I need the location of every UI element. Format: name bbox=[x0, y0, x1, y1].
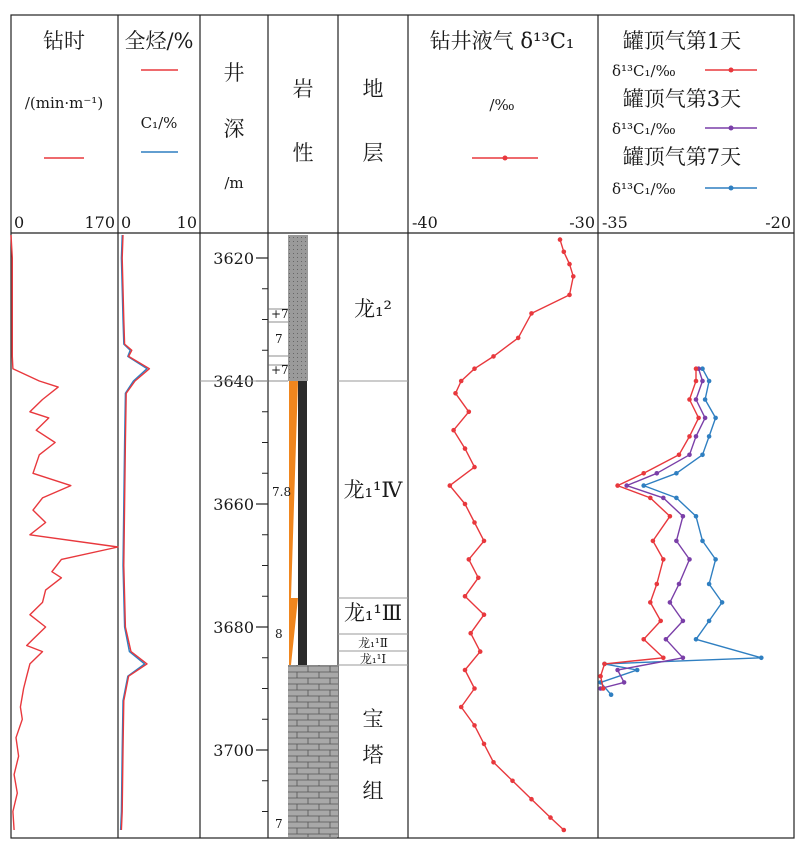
mud-d13c1-curve-point bbox=[451, 428, 456, 433]
header-gas bbox=[121, 29, 197, 232]
can-day7-curve-point bbox=[720, 600, 725, 605]
mud-d13c1-curve-point bbox=[482, 742, 487, 747]
depth-tick-label-3700: 3700 bbox=[213, 741, 254, 760]
header-strat bbox=[363, 77, 384, 165]
can-d3-legend-dot bbox=[729, 126, 734, 131]
can-day1-curve-point bbox=[651, 539, 656, 544]
depth-label-2: 深 bbox=[223, 117, 245, 141]
mud-legend-dot bbox=[503, 156, 508, 161]
drilltime-curve bbox=[11, 235, 118, 830]
can-day3-curve-point bbox=[681, 619, 686, 624]
can-day1-curve-point bbox=[641, 471, 646, 476]
can-day3-curve-point bbox=[700, 379, 705, 384]
header-can bbox=[602, 29, 791, 232]
mud-d13c1-curve-point bbox=[453, 391, 458, 396]
can-day1-curve-point bbox=[661, 557, 666, 562]
mud-d13c1-curve-point bbox=[463, 594, 468, 599]
can-day3-curve-point bbox=[655, 471, 660, 476]
can-d7-legend-dot bbox=[729, 186, 734, 191]
mud-axis-min: -40 bbox=[412, 213, 438, 232]
drilltime-title: 钻时 bbox=[43, 29, 85, 53]
can-day3-curve-point bbox=[694, 397, 699, 402]
can-day3-curve-point bbox=[681, 514, 686, 519]
can-day1-curve bbox=[601, 369, 699, 689]
can-day7-curve-point bbox=[674, 496, 679, 501]
can-d1-unit: δ¹³C₁/‰ bbox=[612, 62, 676, 80]
can-day1-curve-point bbox=[648, 496, 653, 501]
litho-upper-shale bbox=[288, 235, 308, 381]
can-d1-title: 罐顶气第1天 bbox=[622, 29, 742, 53]
mud-d13c1-curve-point bbox=[510, 779, 515, 784]
header-litho bbox=[293, 77, 314, 165]
can-day1-curve-point bbox=[677, 453, 682, 458]
can-d7-title: 罐顶气第7天 bbox=[622, 145, 742, 169]
can-day1-curve-point bbox=[602, 662, 607, 667]
mud-d13c1-curve-point bbox=[529, 797, 534, 802]
layer-l1i: 龙₁¹Ⅰ bbox=[359, 652, 387, 666]
can-day3-curve-point bbox=[681, 656, 686, 661]
gas-axis-min: 0 bbox=[121, 213, 132, 232]
can-day7-curve-point bbox=[635, 668, 640, 673]
can-day3-curve-point bbox=[661, 496, 666, 501]
can-day7-curve-point bbox=[674, 471, 679, 476]
can-day3-curve-point bbox=[687, 557, 692, 562]
header-drilltime bbox=[14, 29, 115, 232]
depth-label-1: 井 bbox=[223, 61, 245, 85]
drilltime-axis-max: 170 bbox=[84, 213, 115, 232]
mud-d13c1-curve-point bbox=[567, 262, 572, 267]
can-day3-curve-point bbox=[674, 539, 679, 544]
can-day1-curve-point bbox=[655, 582, 660, 587]
layer-l1iv: 龙₁¹Ⅳ bbox=[343, 478, 403, 502]
litho-mark-5: 8 bbox=[275, 627, 283, 641]
mud-d13c1-curve-point bbox=[571, 274, 576, 279]
mud-d13c1-curve-point bbox=[567, 293, 572, 298]
can-day3-curve bbox=[601, 369, 706, 689]
can-day7-curve-point bbox=[641, 483, 646, 488]
can-day1-curve-point bbox=[661, 656, 666, 661]
can-day7-curve-point bbox=[700, 539, 705, 544]
mud-d13c1-curve-point bbox=[472, 520, 477, 525]
mud-d13c1-curve-point bbox=[516, 336, 521, 341]
can-day1-curve-point bbox=[687, 397, 692, 402]
mud-d13c1-curve-point bbox=[491, 354, 496, 359]
can-day1-curve-point bbox=[687, 434, 692, 439]
can-day7-curve-point bbox=[707, 582, 712, 587]
mud-d13c1-curve-point bbox=[472, 686, 477, 691]
can-day1-curve-point bbox=[696, 416, 701, 421]
litho-limestone bbox=[288, 665, 338, 837]
can-day3-curve-point bbox=[703, 416, 708, 421]
mud-d13c1-curve-point bbox=[459, 379, 464, 384]
mud-d13c1-curve-point bbox=[472, 366, 477, 371]
lithology-column bbox=[268, 235, 338, 837]
mud-d13c1-curve-point bbox=[478, 649, 483, 654]
can-day1-curve-point bbox=[658, 619, 663, 624]
can-day3-curve-point bbox=[664, 637, 669, 642]
can-day1-curve-point bbox=[648, 600, 653, 605]
mud-d13c1-curve-point bbox=[482, 612, 487, 617]
layer-baota-2: 塔 bbox=[362, 743, 384, 767]
gas-axis-max: 10 bbox=[176, 213, 197, 232]
can-day1-curve-point bbox=[668, 514, 673, 519]
litho-mark-4: 7.8 bbox=[272, 485, 292, 499]
column-dividers bbox=[118, 15, 598, 838]
can-day7-curve-point bbox=[713, 557, 718, 562]
mud-d13c1-curve-point bbox=[548, 815, 553, 820]
mud-d13c1-curve-point bbox=[482, 539, 487, 544]
litho-mark-3: +7 bbox=[271, 363, 289, 377]
can-day3-curve-point bbox=[615, 668, 620, 673]
can-d3-unit: δ¹³C₁/‰ bbox=[612, 120, 676, 138]
can-day7-curve-point bbox=[713, 416, 718, 421]
litho-label-2: 性 bbox=[292, 141, 314, 165]
mud-d13c1-curve-point bbox=[472, 723, 477, 728]
can-day7-curve-point bbox=[703, 397, 708, 402]
litho-iii-dark bbox=[298, 598, 307, 665]
litho-label-1: 岩 bbox=[292, 77, 314, 101]
outer-frame bbox=[11, 15, 794, 838]
depth-tick-label-3660: 3660 bbox=[213, 495, 254, 514]
mud-d13c1-curve-point bbox=[448, 483, 453, 488]
can-day7-curve-point bbox=[759, 656, 764, 661]
layer-baota-3: 组 bbox=[362, 779, 384, 803]
gas-c1-label: C₁/% bbox=[140, 114, 178, 132]
can-day7-curve-point bbox=[707, 379, 712, 384]
mud-d13c1-curve-point bbox=[459, 705, 464, 710]
litho-mark-6: 7 bbox=[275, 817, 283, 831]
can-day7-curve-point bbox=[609, 692, 614, 697]
can-day7-curve-point bbox=[700, 453, 705, 458]
can-day7-curve-point bbox=[694, 637, 699, 642]
layer-l1iii: 龙₁¹Ⅲ bbox=[343, 601, 403, 625]
mud-d13c1-curve-point bbox=[468, 631, 473, 636]
can-day7-curve bbox=[601, 369, 762, 695]
mud-d13c1-curve-point bbox=[491, 760, 496, 765]
can-day1-curve-point bbox=[641, 637, 646, 642]
drilltime-unit: /(min·m⁻¹) bbox=[24, 94, 104, 112]
can-day7-curve-point bbox=[694, 514, 699, 519]
mud-d13c1-curve-point bbox=[463, 502, 468, 507]
litho-mark-1: +7 bbox=[271, 307, 289, 321]
can-day3-curve-point bbox=[677, 582, 682, 587]
mud-d13c1-curve-point bbox=[562, 250, 567, 255]
layer-l2: 龙₁² bbox=[354, 297, 392, 321]
can-day1-curve-point bbox=[601, 686, 606, 691]
can-axis-min: -35 bbox=[602, 213, 628, 232]
can-day1-curve-point bbox=[615, 483, 620, 488]
can-day3-curve-point bbox=[687, 453, 692, 458]
header-depth bbox=[224, 61, 245, 192]
can-axis-max: -20 bbox=[765, 213, 791, 232]
mud-d13c1-curve-point bbox=[463, 446, 468, 451]
depth-tick-label-3640: 3640 bbox=[213, 372, 254, 391]
mud-d13c1-curve-point bbox=[472, 465, 477, 470]
depth-tick-label-3620: 3620 bbox=[213, 249, 254, 268]
total-gas-curve bbox=[121, 235, 149, 830]
gas-title: 全烃/% bbox=[124, 29, 194, 53]
depth-axis bbox=[213, 249, 268, 812]
strat-label-2: 层 bbox=[362, 141, 384, 165]
layer-baota-1: 宝 bbox=[362, 707, 384, 731]
can-day1-curve-point bbox=[598, 674, 603, 679]
litho-iii-orange bbox=[289, 598, 298, 665]
can-d7-unit: δ¹³C₁/‰ bbox=[612, 180, 676, 198]
mud-unit: /‰ bbox=[489, 96, 515, 114]
litho-mark-2: 7 bbox=[275, 332, 283, 346]
can-day3-curve-point bbox=[668, 600, 673, 605]
can-d3-title: 罐顶气第3天 bbox=[622, 87, 742, 111]
layer-l1ii: 龙₁¹Ⅱ bbox=[358, 636, 388, 650]
mud-d13c1-curve-point bbox=[558, 237, 563, 242]
mud-d13c1-curve-point bbox=[562, 828, 567, 833]
drilltime-axis-min: 0 bbox=[14, 213, 25, 232]
mud-d13c1-curve-point bbox=[463, 668, 468, 673]
mud-d13c1-curve-point bbox=[467, 557, 472, 562]
mud-d13c1-curve bbox=[450, 240, 574, 830]
can-day3-curve-point bbox=[694, 434, 699, 439]
depth-label-3: /m bbox=[224, 174, 244, 192]
mud-d13c1-curve-point bbox=[467, 410, 472, 415]
strat-label-1: 地 bbox=[362, 77, 384, 101]
curves-layer bbox=[11, 235, 764, 832]
can-day3-curve-point bbox=[622, 680, 627, 685]
header-mud bbox=[412, 29, 595, 232]
mud-axis-max: -30 bbox=[569, 213, 595, 232]
mud-d13c1-curve-point bbox=[476, 576, 481, 581]
can-d1-legend-dot bbox=[729, 68, 734, 73]
can-day7-curve-point bbox=[707, 619, 712, 624]
can-day1-curve-point bbox=[694, 379, 699, 384]
mud-d13c1-curve-point bbox=[529, 311, 534, 316]
litho-iv-dark bbox=[298, 381, 307, 598]
depth-tick-label-3680: 3680 bbox=[213, 618, 254, 637]
mud-title: 钻井液气 δ¹³C₁ bbox=[429, 29, 575, 53]
can-day7-curve-point bbox=[707, 434, 712, 439]
can-day1-curve-point bbox=[694, 366, 699, 371]
can-day3-curve-point bbox=[624, 483, 629, 488]
